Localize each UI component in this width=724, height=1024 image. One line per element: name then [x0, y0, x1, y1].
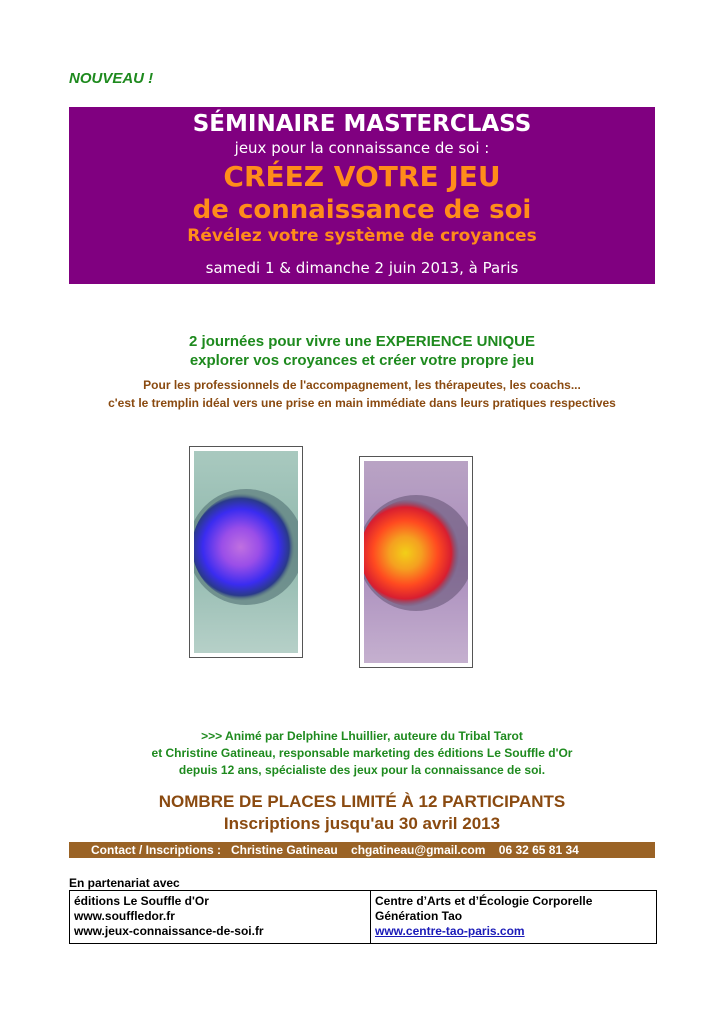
partner-name: éditions Le Souffle d'Or: [74, 894, 209, 908]
intro-line-2: explorer vos croyances et créer votre propre jeu: [189, 352, 535, 369]
banner-headline-1: CRÉEZ VOTRE JEU: [223, 160, 501, 193]
contact-bar: Contact / Inscriptions : Christine Gatineau chgatineau@gmail.com 06 32 65 81 34: [69, 842, 655, 858]
audience-line-2: c'est le tremplin idéal vers une prise en main immédiate dans leurs pratiques respectives: [108, 396, 616, 410]
banner-headline-2: de connaissance de soi: [192, 195, 532, 225]
animators-line-2: et Christine Gatineau, responsable marketing des éditions Le Souffle d'Or: [151, 746, 573, 760]
audience-line-1: Pour les professionnels de l'accompagnement, les thérapeutes, les coachs...: [143, 378, 581, 392]
partners-label: En partenariat avec: [69, 876, 180, 890]
registration-deadline: Inscriptions jusqu'au 30 avril 2013: [223, 814, 501, 833]
banner-title: SÉMINAIRE MASTERCLASS: [192, 111, 532, 137]
partner-website[interactable]: www.jeux-connaissance-de-soi.fr: [74, 924, 264, 938]
partner-centre-tao: [371, 891, 656, 943]
animators-line-1: >>> Animé par Delphine Lhuillier, auteure du Tribal Tarot: [201, 729, 523, 743]
partner-subtitle: Génération Tao: [375, 909, 463, 923]
partner-name: Centre d’Arts et d’Écologie Corporelle: [375, 894, 593, 908]
banner-subtitle: jeux pour la connaissance de soi :: [234, 139, 490, 157]
orange-circle-painting: [364, 461, 468, 663]
orange-circle-card: [359, 456, 473, 668]
title-banner: [69, 107, 655, 284]
partners-table: [69, 890, 657, 944]
animators-line-3: depuis 12 ans, spécialiste des jeux pour la connaissance de soi.: [178, 763, 546, 777]
partner-website-link[interactable]: www.centre-tao-paris.com: [375, 924, 525, 938]
nouveau-label: NOUVEAU !: [69, 70, 154, 87]
banner-headline-3: Révélez votre système de croyances: [187, 226, 537, 246]
blue-circle-card: [189, 446, 303, 658]
blue-circle-painting: [194, 451, 298, 653]
banner-date: samedi 1 & dimanche 2 juin 2013, à Paris: [205, 259, 519, 277]
intro-line-1: 2 journées pour vivre une EXPERIENCE UNIQUE: [189, 333, 535, 350]
partner-souffle-dor: [70, 891, 371, 943]
places-limit: NOMBRE DE PLACES LIMITÉ À 12 PARTICIPANTS: [158, 792, 566, 811]
partner-website[interactable]: www.souffledor.fr: [74, 909, 175, 923]
